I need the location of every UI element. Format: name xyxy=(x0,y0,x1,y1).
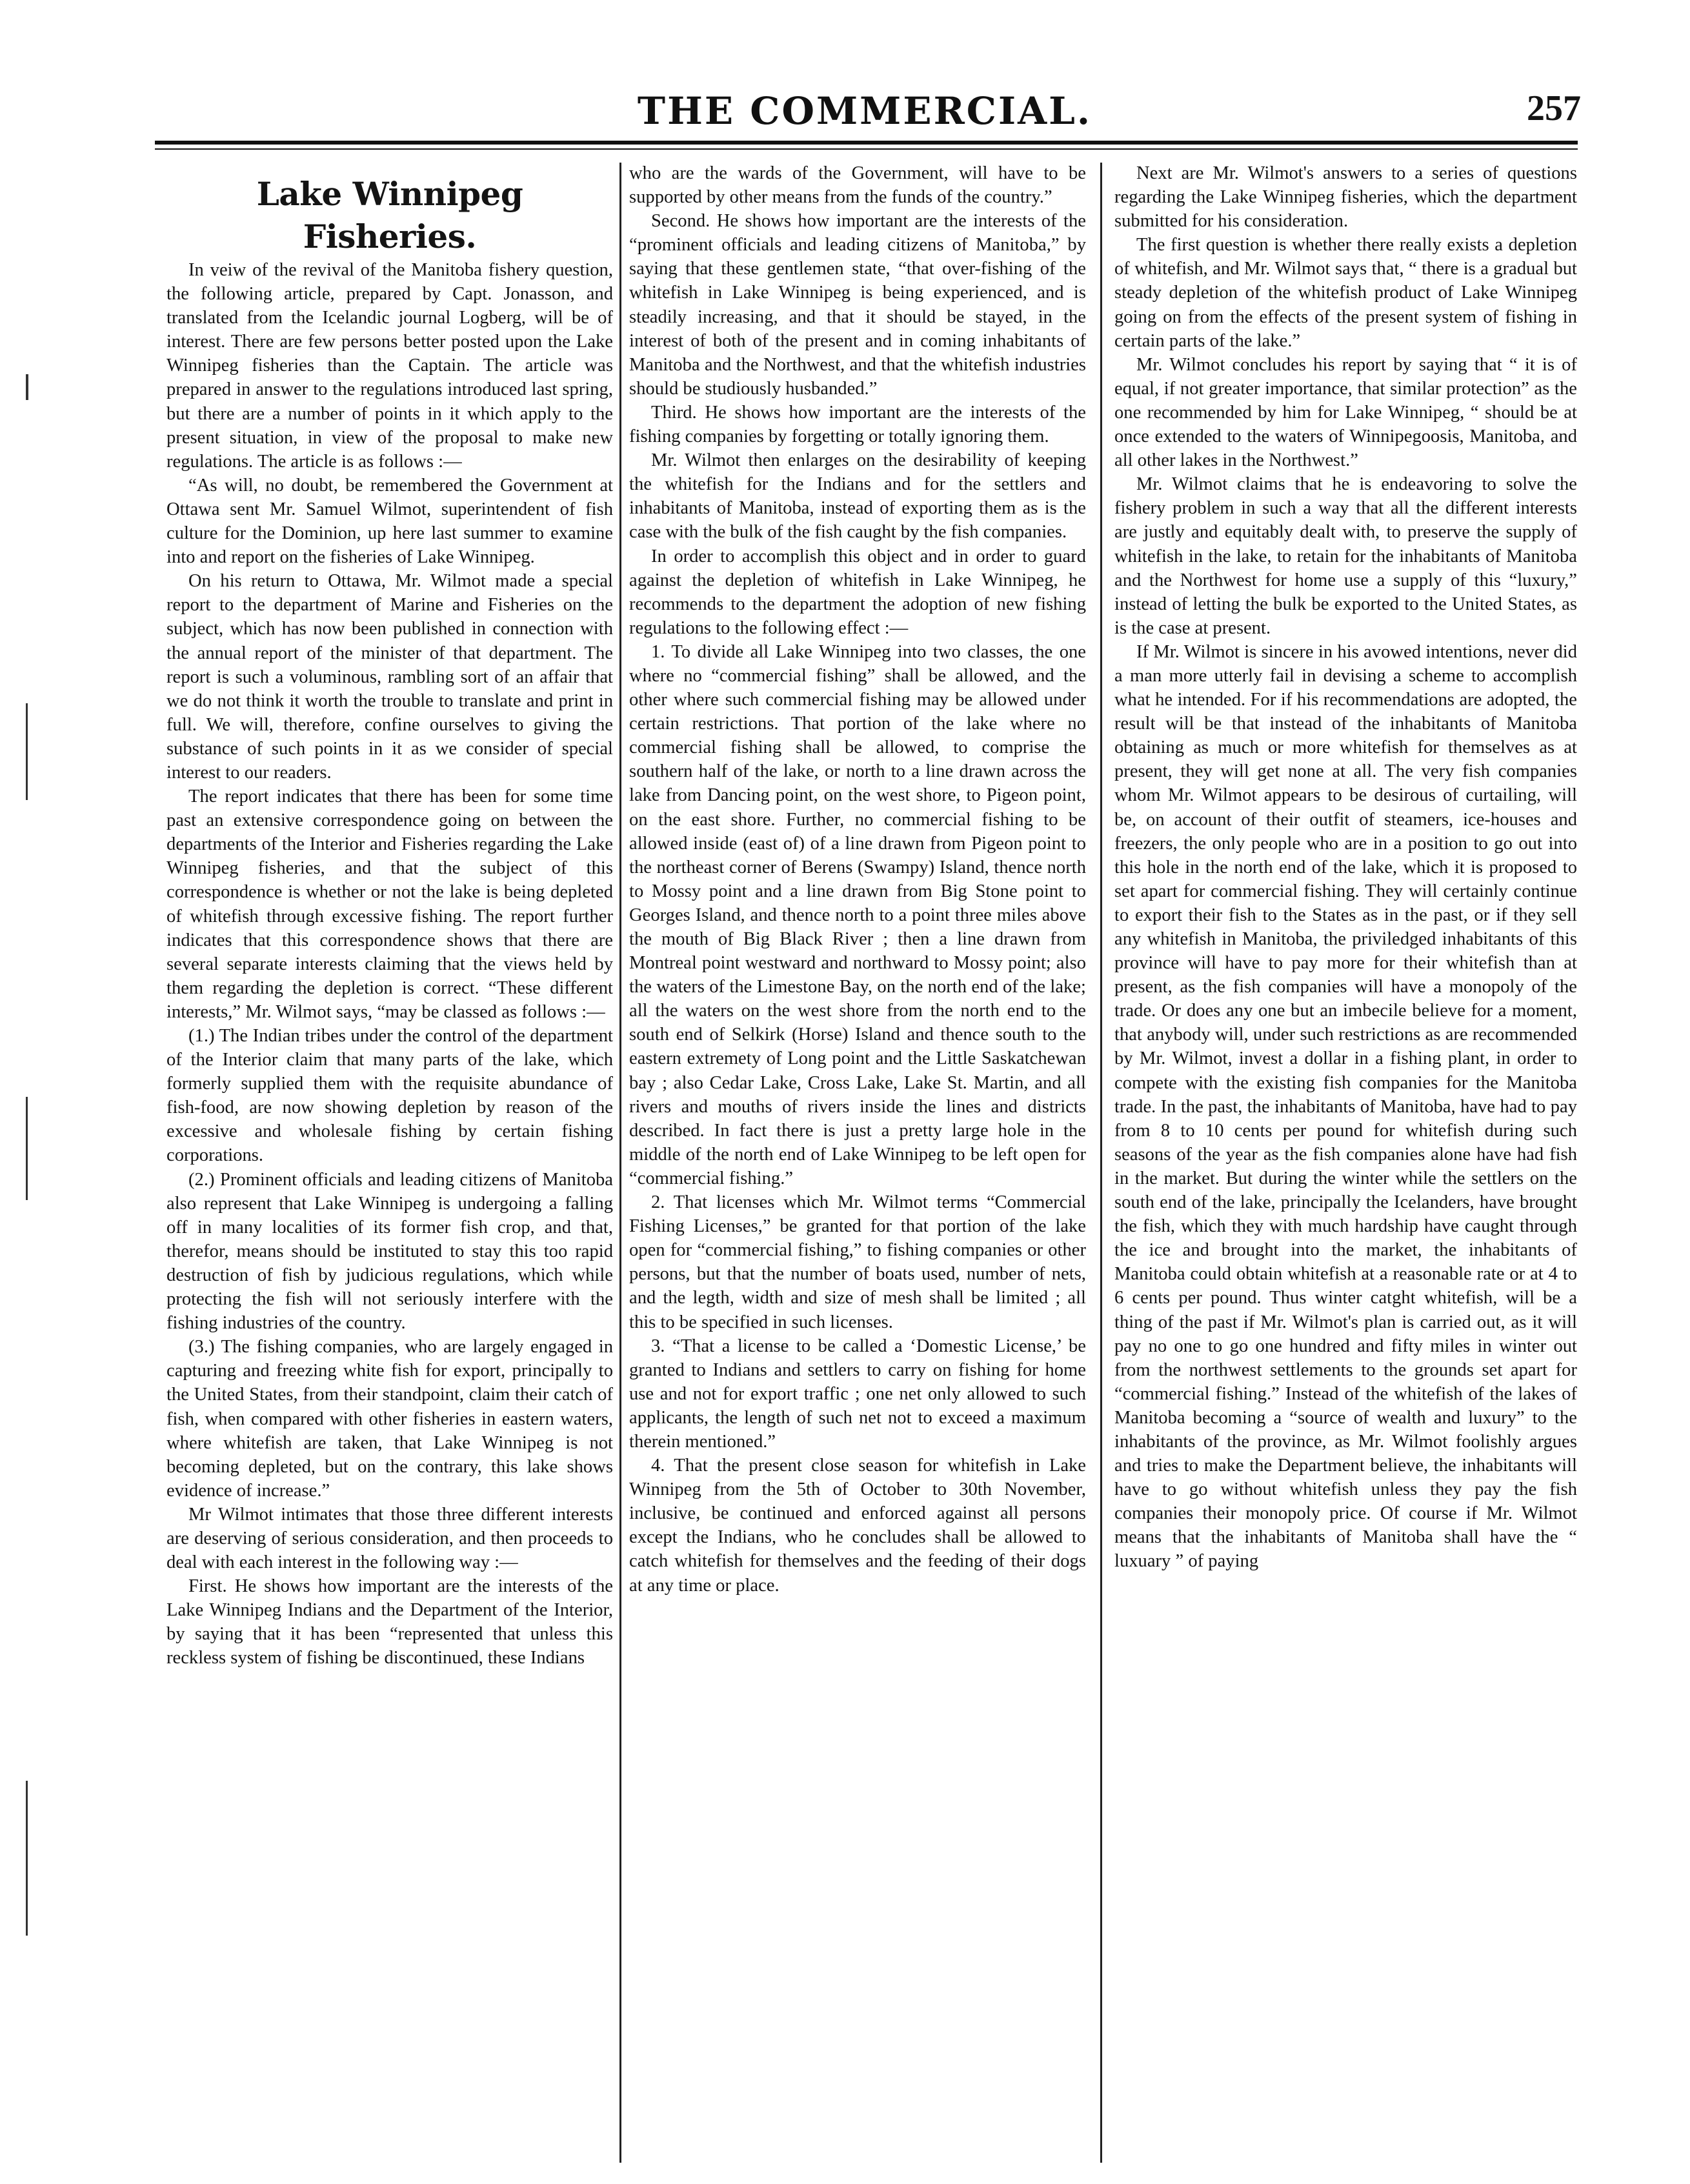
paragraph: Third. He shows how important are the interests of the fishing companies by forgetting or totally ignoring them. xyxy=(629,402,1086,447)
newspaper-title: THE COMMERCIAL. xyxy=(637,89,1092,133)
margin-mark xyxy=(26,1781,28,1936)
paragraph: In veiw of the revival of the Manitoba fishery question, the following article, prepared by Capt. Jonasson, and translated from the Icelandic journal Logberg, will be of interest. There are few persons better posted upon the Lake Winnipeg fisheries than the Captain. The article was prepared in answer to the regulations introduced last spring, but there are a number of points in it which apply to the present situation, in view of the proposal to make new regulations. The article is as follows :— xyxy=(166,260,613,472)
paragraph: 2. That licenses which Mr. Wilmot terms “Commercial Fishing Licenses,” be granted for that portion of the lake open for “commercial fishing,” to fishing companies or other persons, but that the number of boats used, number of nets, and the legth, width and size of mesh shall be limited ; all this to be specified in such licenses. xyxy=(629,1192,1086,1332)
column-1 xyxy=(166,161,613,2168)
paragraph: If Mr. Wilmot is sincere in his avowed intentions, never did a man more utterly fail in devising a scheme to accomplish what he intended. For if his recommendations are adopted, the result will be that instead of the inhabitants of Manitoba obtaining as much or more whitefish for themselves as at present, they will get none at all. The very fish companies whom Mr. Wilmot appears to be desirous of curtailing, will be, on account of their outfit of steamers, ice-houses and freezers, the only people who are in a position to go out into this hole in the north end of the lake, which it is proposed to set apart for commercial fishing. They will certainly continue to export their fish to the States as in the past, or if they sell any whitefish in Manitoba, the priviledged inhabitants of this province will have to pay more for their whitefish than at present, as the fish companies will have a monopoly of the trade. Or does any one but an imbecile believe for a moment, that anybody will, under such restrictions as are recommended by Mr. Wilmot, invest a dollar in a fishing plant, in order to compete with the existing fish companies for the Manitoba trade. In the past, the inhabitants of Manitoba, have had to pay from 8 to 10 cents per pound for whitefish during such seasons of the year as the fish companies alone have had fish in the market. But during the winter while the settlers on the south end of the lake, principally the Icelanders, have brought the fish, which they with much hardship have caught through the ice and brought into the market, the inhabitants of Manitoba could obtain whitefish at a reasonable rate or at 4 to 6 cents per pound. Thus winter catght whitefish, will be a thing of the past if Mr. Wilmot's plan is carried out, as it will pay no one to go one hundred and fifty miles in winter out from the northwest settlements to the grounds set apart for “commercial fishing.” Instead of the whitefish of the lakes of Manitoba becoming a “source of wealth and luxury” to the inhabitants of the province, as Mr. Wilmot foolishly argues and tries to make the Department believe, the inhabitants will have to go without whitefish unless they pay the fish companies their monopoly price. Of course if Mr. Wilmot means that the inhabitants of Manitoba shall have the “ luxuary ” of paying xyxy=(1114,641,1577,1572)
paragraph: (2.) Prominent officials and leading citizens of Manitoba also represent that Lake Winnipeg is undergoing a falling off in many localities of its former fish crop, and that, therefor, means should be instituted to stay this too rapid destruction of fish by judicious regulations, which while protecting the fish will not seriously interfere with the fishing industries of the country. xyxy=(166,1169,613,1334)
paragraph: Second. He shows how important are the interests of the “prominent officials and leading citizens of Manitoba,” by saying that these gentlemen state, “that over-fishing of the whitefish in Lake Winnipeg is being experienced, and is steadily increasing, and that it should be stayed, in the interest of both of the present and in coming inhabitants of Manitoba and the Northwest, and that the whitefish industries should be studiously husbanded.” xyxy=(629,211,1086,399)
paragraph: (1.) The Indian tribes under the control of the department of the Interior claim that many parts of the lake, which formerly supplied them with the requisite abundance of fish-food, are now showing depletion by reason of the excessive and wholesale fishing by certain fishing corporations. xyxy=(166,1026,613,1166)
paragraph: Mr. Wilmot then enlarges on the desirability of keeping the whitefish for the Indians and for the settlers and inhabitants of Manitoba, instead of exporting them as is the case with the bulk of the fish caught by the fish companies. xyxy=(629,450,1086,543)
paragraph: “As will, no doubt, be remembered the Government at Ottawa sent Mr. Samuel Wilmot, superintendent of fish culture for the Dominion, up here last summer to examine into and report on the fisheries of Lake Winnipeg. xyxy=(166,475,613,568)
page-number: 257 xyxy=(1527,88,1581,128)
margin-mark xyxy=(26,374,28,400)
article-title: Lake Winnipeg Fisheries. xyxy=(256,175,523,255)
paragraph: Mr. Wilmot concludes his report by saying that “ it is of equal, if not greater importance, that similar protection” as the one recommended by him for Lake Winnipeg, “ should be at once extended to the waters of Winnipegoosis, Manitoba, and all other lakes in the Northwest.” xyxy=(1114,354,1577,471)
paragraph: The first question is whether there really exists a depletion of whitefish, and Mr. Wilmot says that, “ there is a gradual but steady depletion of the whitefish product of Lake Winnipeg going on from the effects of the present system of fishing in certain parts of the lake.” xyxy=(1114,235,1577,351)
paragraph: Mr. Wilmot claims that he is endeavoring to solve the fishery problem in such a way that all the different interests are justly and equitably dealt with, to preserve the supply of whitefish in the lake, to retain for the inhabitants of Manitoba and the Northwest for home use a supply of this “luxury,” instead of letting the bulk be exported to the United States, as is the case at present. xyxy=(1114,474,1577,638)
paragraph: Next are Mr. Wilmot's answers to a series of questions regarding the Lake Winnipeg fisheries, which the department submitted for his consideration. xyxy=(1114,163,1577,232)
paragraph: 4. That the present close season for whitefish in Lake Winnipeg from the 5th of October to 30th November, inclusive, be continued and enforced against all persons except the Indians, who he concludes shall be allowed to catch whitefish for themselves and the feeding of their dogs at any time or place. xyxy=(629,1456,1086,1596)
column-divider xyxy=(1100,163,1102,2163)
column-3 xyxy=(1114,161,1577,2168)
header-rule-thick xyxy=(155,141,1578,145)
masthead xyxy=(148,83,1581,141)
margin-mark xyxy=(26,1097,28,1200)
paragraph: In order to accomplish this object and in order to guard against the depletion of whitefish in Lake Winnipeg, he recommends to the department the adoption of new fishing regulations to the following effect :— xyxy=(629,546,1086,638)
paragraph: 1. To divide all Lake Winnipeg into two classes, the one where no “commercial fishing” shall be allowed, and the other where such commercial fishing may be allowed under certain restrictions. That portion of the lake where no commercial fishing shall be allowed, to comprise the southern half of the lake, or north to a line drawn across the lake from Dancing point, on the west shore, to Pigeon point, on the east shore. Further, no commercial fishing to be allowed inside (east of) of a line drawn from Pigeon point to the northeast corner of Berens (Swampy) Island, thence north to Mossy point and a line drawn from Big Stone point to Georges Island, and thence north to a point three miles above the mouth of Big Black River ; then a line drawn from Montreal point westward and northward to Mossy point; also the waters of the Limestone Bay, on the north end of the lake; all the waters on the west shore from the north end to the south end of Selkirk (Horse) Island and thence south to the eastern extremety of Long point and the Little Saskatchewan bay ; also Cedar Lake, Cross Lake, Lake St. Martin, and all rivers and mouths of rivers inside the lines and districts described. In fact there is just a pretty large hole in the middle of the north end of Lake Winnipeg to be left open for “commercial fishing.” xyxy=(629,641,1086,1188)
paragraph: First. He shows how important are the interests of the Lake Winnipeg Indians and the Department of the Interior, by saying that it has been “represented that unless this reckless system of fishing be discontinued, these Indians xyxy=(166,1576,613,1668)
paragraph: who are the wards of the Government, will have to be supported by other means from the funds of the country.” xyxy=(629,163,1086,208)
paragraph: The report indicates that there has been for some time past an extensive correspondence going on between the departments of the Interior and Fisheries regarding the Lake Winnipeg fisheries, and that the subject of this correspondence is whether or not the lake is being depleted of whitefish through excessive fishing. The report further indicates that this correspondence shows that there are several separate interests claiming that the views held by them regarding the depletion is correct. “These different interests,” Mr. Wilmot says, “may be classed as follows :— xyxy=(166,786,613,1022)
column-2 xyxy=(629,161,1086,2168)
header-rule-thin xyxy=(155,148,1578,150)
paragraph: 3. “That a license to be called a ‘Domestic License,’ be granted to Indians and settlers to carry on fishing for home use and not for export traffic ; one net only allowed to such applicants, the length of such net not to exceed a maximum therein mentioned.” xyxy=(629,1336,1086,1452)
paragraph: (3.) The fishing companies, who are largely engaged in capturing and freezing white fish for export, principally to the United States, from their standpoint, claim their catch of fish, when compared with other fisheries in eastern waters, where whitefish are taken, that Lake Winnipeg is not becoming depleted, but on the contrary, this lake shows evidence of increase.” xyxy=(166,1337,613,1501)
column-divider xyxy=(619,163,621,2163)
paragraph: On his return to Ottawa, Mr. Wilmot made a special report to the department of Marine and Fisheries on the subject, which has now been published in connection with the annual report of the minister of that department. The report is such a voluminous, rambling sort of an affair that we do not think it worth the trouble to translate and print in full. We will, therefore, confine ourselves to giving the substance of such points in it as we consider of special interest to our readers. xyxy=(166,571,613,783)
margin-mark xyxy=(26,703,28,800)
paragraph: Mr Wilmot intimates that those three different interests are deserving of serious consideration, and then proceeds to deal with each interest in the following way :— xyxy=(166,1504,613,1573)
